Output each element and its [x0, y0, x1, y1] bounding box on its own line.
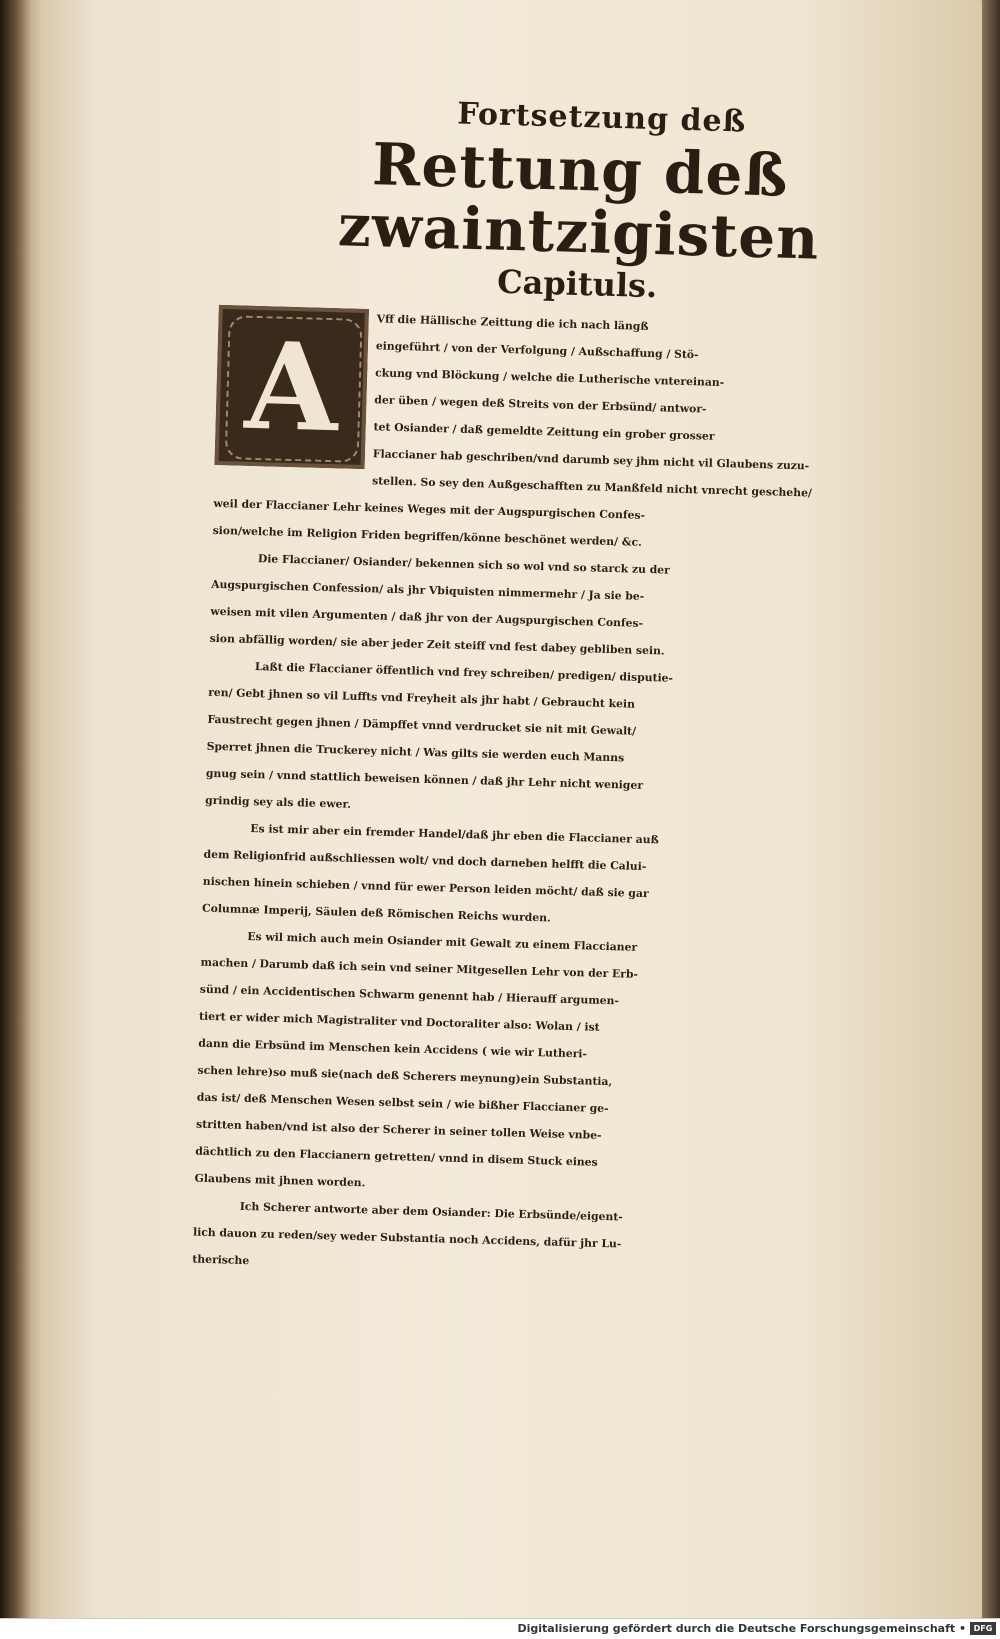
- dfg-logo: DFG: [970, 1622, 996, 1635]
- text-line: eingeführt / von der Verfolgung / Außschaffung / Stö-: [375, 339, 699, 362]
- text-line: sion abfällig worden/ sie aber jeder Zeit steiff vnd fest dabey gebliben sein.: [209, 631, 665, 658]
- text-line: lich dauon zu reden/sey weder Substantia noch Accidens, dafür jhr Lu-: [192, 1225, 622, 1251]
- text-line: dann die Erbsünd im Menschen kein Accidens ( wie wir Lutheri-: [198, 1036, 588, 1061]
- text-line: therische: [192, 1252, 250, 1268]
- text-line: das ist/ deß Menschen Wesen selbst sein / wie bißher Flaccianer ge-: [196, 1090, 609, 1116]
- text-line: Sperret jhnen die Truckerey nicht / Was gilts sie werden euch Manns: [206, 739, 625, 765]
- text-line: sünd / ein Accidentischen Schwarm genennt hab / Hierauff argumen-: [199, 982, 620, 1008]
- chapter-title: Rettung deß zwaintzigisten: [337, 130, 821, 273]
- text-line: ckung vnd Blöckung / welche die Lutherische vntereinan-: [374, 366, 725, 390]
- text-line: stritten haben/vnd ist also der Scherer in seiner tollen Weise vnbe-: [195, 1117, 602, 1142]
- page-right-shadow: [982, 0, 1000, 1618]
- text-line: tiert er wider mich Magistraliter vnd Doctoraliter also: Wolan / ist: [198, 1009, 600, 1034]
- text-line: dächtlich zu den Flaccianern getretten/ vnnd in disem Stuck eines: [195, 1144, 598, 1169]
- text-line: Ich Scherer antworte aber dem Osiander: Die Erbsünde/eigent-: [239, 1199, 623, 1224]
- text-line: ren/ Gebt jhnen so vil Luffts vnd Freyheit als jhr habt / Gebraucht kein: [207, 685, 636, 711]
- text-line: schen lehre)so muß sie(nach deß Scherers meynung)ein Substantia,: [197, 1063, 613, 1089]
- running-head: Fortsetzung deß: [456, 96, 747, 140]
- text-line: tet Osiander / daß gemeldte Zeittung ein grober grosser: [373, 420, 715, 443]
- text-line: Glaubens mit jhnen worden.: [194, 1171, 366, 1190]
- text-line: Es wil mich auch mein Osiander mit Gewalt zu einem Flaccianer: [247, 929, 638, 954]
- text-line: grindig sey als die ewer.: [204, 793, 352, 811]
- text-line: dem Religionfrid außschliessen wolt/ vnd doch darneben helfft die Calui-: [203, 847, 647, 874]
- footer-credit: Digitalisierung gefördert durch die Deutsche Forschungsgemeinschaft •: [517, 1622, 966, 1635]
- text-line: machen / Darumb daß ich sein vnd seiner Mitgesellen Lehr von der Erb-: [200, 955, 639, 981]
- text-line: Augspurgischen Confession/ als jhr Vbiquisten nimmermehr / Ja sie be-: [211, 577, 645, 603]
- text-line: Die Flaccianer/ Osiander/ bekennen sich so wol vnd so starck zu der: [257, 552, 670, 577]
- chapter-subtitle: Capituls.: [496, 262, 658, 306]
- text-line: gnug sein / vnnd stattlich beweisen können / daß jhr Lehr nicht weniger: [205, 766, 644, 792]
- text-line: der üben / wegen deß Streits von der Erbsünd/ antwor-: [374, 393, 707, 416]
- text-line: Es ist mir aber ein fremder Handel/daß jhr eben die Flaccianer auß: [250, 821, 659, 847]
- ornamental-initial: [215, 305, 369, 469]
- digitization-footer: [0, 1618, 1000, 1639]
- text-line: weisen mit vilen Argumenten / daß jhr von der Augspurgischen Confes-: [210, 604, 644, 630]
- text-line: Vff die Hällische Zeittung die ich nach längß: [376, 312, 649, 333]
- page-text-block: [192, 90, 940, 1293]
- text-line: stellen. So sey den Außgeschafften zu Manßfeld nicht vnrecht geschehe/: [371, 474, 813, 500]
- text-line: Laßt die Flaccianer öffentlich vnd frey schreiben/ predigen/ disputie-: [254, 660, 674, 685]
- initial-letter: A: [243, 315, 341, 459]
- text-line: Flaccianer hab geschriben/vnd darumb sey jhm nicht vil Glaubens zuzu-: [372, 447, 810, 473]
- text-line: Columnæ Imperij, Säulen deß Römischen Reichs wurden.: [201, 901, 551, 925]
- text-line: Faustrecht gegen jhnen / Dämpffet vnnd verdrucket sie nit mit Gewalt/: [207, 712, 637, 738]
- text-line: sion/welche im Religion Friden begriffen/könne beschönet werden/ &c.: [212, 523, 643, 549]
- text-line: nischen hinein schieben / vnnd für ewer Person leiden möcht/ daß sie gar: [202, 874, 649, 901]
- book-spine-edge: [0, 0, 45, 1618]
- text-line: weil der Flaccianer Lehr keines Weges mit der Augspurgischen Confes-: [213, 496, 646, 522]
